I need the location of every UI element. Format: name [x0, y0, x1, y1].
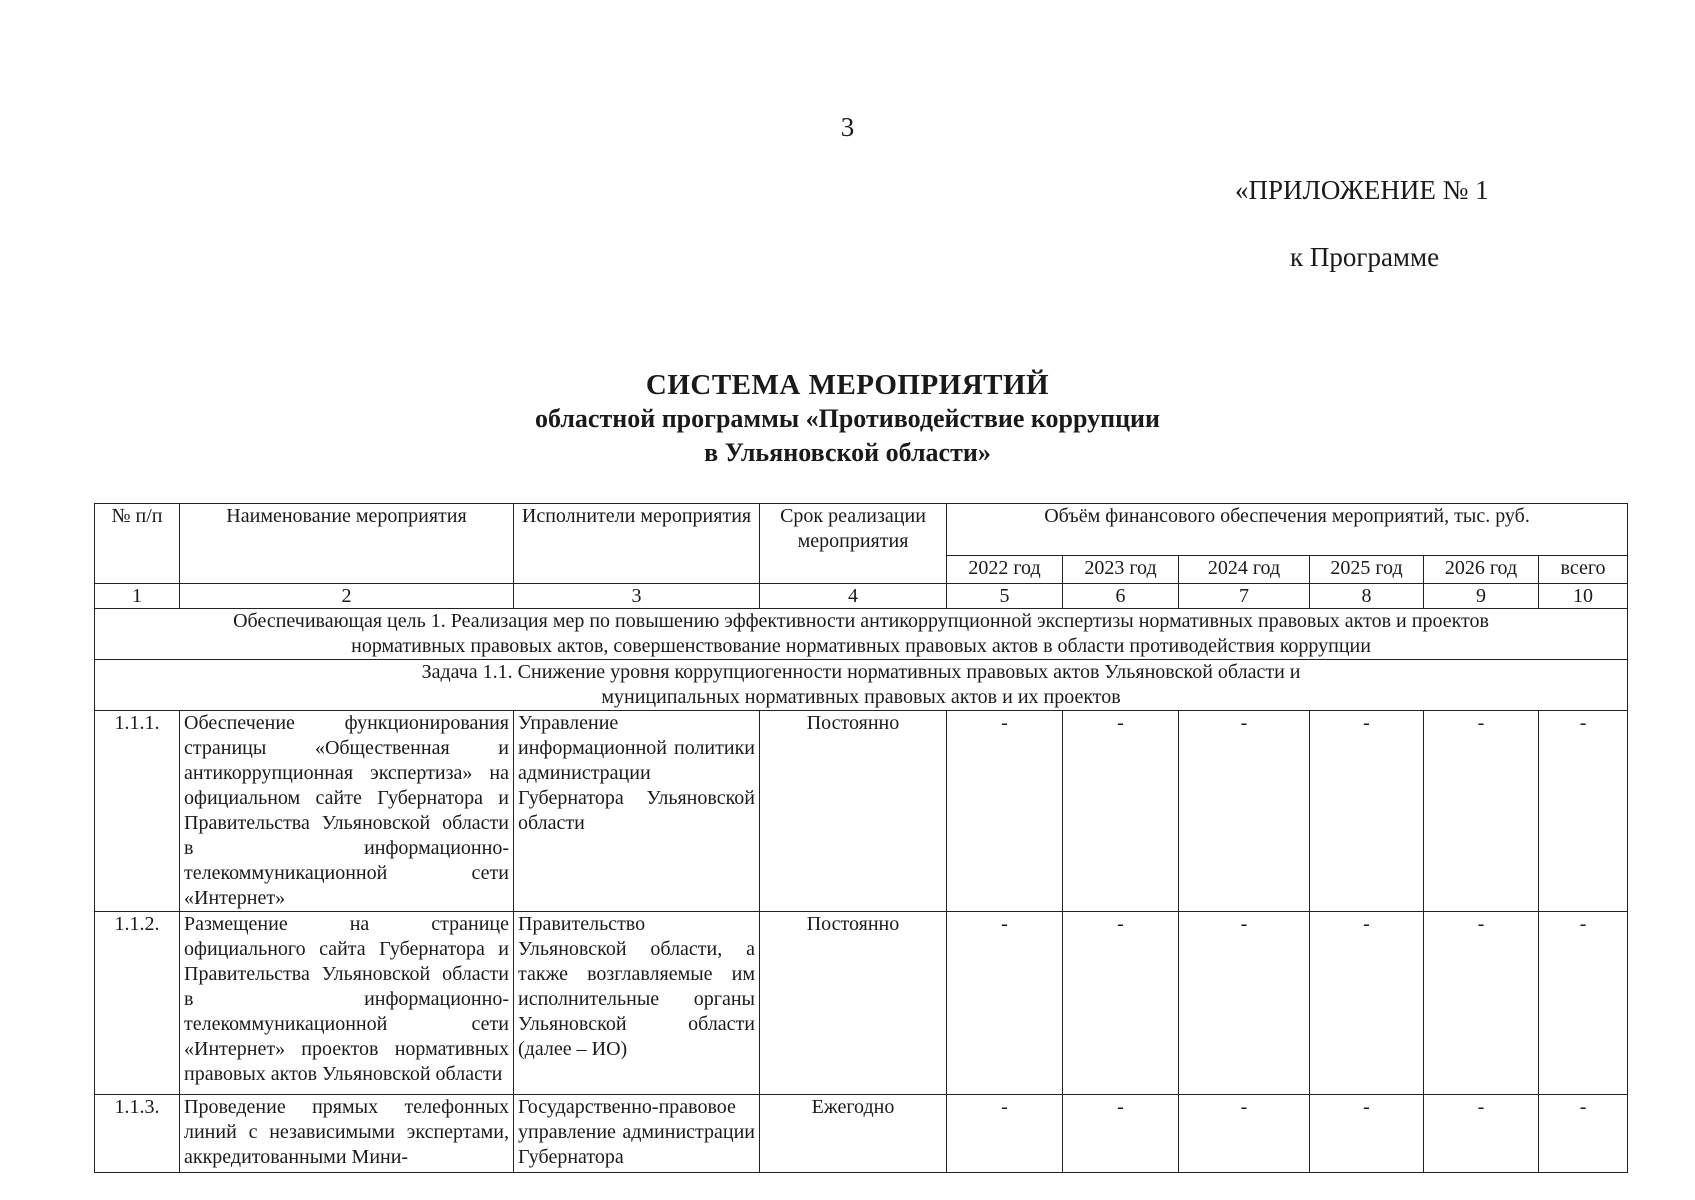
measures-table — [94, 503, 1628, 1173]
title-main: СИСТЕМА МЕРОПРИЯТИЙ — [645, 369, 1050, 401]
header-year-2024: 2024 год — [1179, 556, 1310, 584]
row-term: Постоянно — [760, 711, 947, 912]
column-number: 1 — [95, 584, 180, 609]
row-value-2023: - — [1063, 1095, 1179, 1173]
document-title — [0, 368, 1695, 470]
row-term: Постоянно — [760, 912, 947, 1095]
header-number: № п/п — [95, 504, 180, 584]
header-year-2026: 2026 год — [1424, 556, 1539, 584]
row-value-2025: - — [1310, 711, 1424, 912]
row-name: Размещение на странице официального сайта Губернатора и Правительства Ульяновской области в информационно-телекоммуникационной сети «Интернет» проектов нормативных правовых актов Ульяновской области — [180, 912, 514, 1095]
appendix-title: «ПРИЛОЖЕНИЕ № 1 — [1235, 175, 1489, 205]
column-number: 6 — [1063, 584, 1179, 609]
row-value-2023: - — [1063, 912, 1179, 1095]
title-line-2: областной программы «Противодействие коррупции — [534, 404, 1161, 433]
row-value-2024: - — [1179, 1095, 1310, 1173]
header-name: Наименование мероприятия — [180, 504, 514, 584]
column-number: 9 — [1424, 584, 1539, 609]
row-name: Обеспечение функционирования страницы «Общественная и антикоррупционная экспертиза» на официальном сайте Губернатора и Правительства Ульяновской области в информационно-телекоммуникационной сети «Интернет» — [180, 711, 514, 912]
header-total: всего — [1539, 556, 1628, 584]
header-year-2023: 2023 год — [1063, 556, 1179, 584]
row-value-2022: - — [947, 711, 1063, 912]
row-term: Ежегодно — [760, 1095, 947, 1173]
row-number: 1.1.3. — [95, 1095, 180, 1173]
row-value-2026: - — [1424, 711, 1539, 912]
title-line-3: в Ульяновской области» — [704, 438, 991, 467]
task-text: Задача 1.1. Снижение уровня коррупциогенности нормативных правовых актов Ульяновской области и муниципальных нормативных правовых актов и их проектов — [95, 660, 1628, 711]
header-term: Срок реализации мероприятия — [760, 504, 947, 584]
header-year-2025: 2025 год — [1310, 556, 1424, 584]
row-executor: Правительство Ульяновской области, а также возглавляемые им исполнительные органы Ульяновской области (далее – ИО) — [514, 912, 760, 1095]
row-value-2024: - — [1179, 711, 1310, 912]
row-value-2026: - — [1424, 1095, 1539, 1173]
header-funding: Объём финансового обеспечения мероприятий, тыс. руб. — [947, 504, 1628, 556]
row-name: Проведение прямых телефонных линий с независимыми экспертами, аккредитованными Мини- — [180, 1095, 514, 1173]
row-value-2022: - — [947, 912, 1063, 1095]
row-value-2026: - — [1424, 912, 1539, 1095]
column-number: 2 — [180, 584, 514, 609]
row-number: 1.1.2. — [95, 912, 180, 1095]
row-value-2024: - — [1179, 912, 1310, 1095]
column-number: 8 — [1310, 584, 1424, 609]
column-number: 10 — [1539, 584, 1628, 609]
row-value-2022: - — [947, 1095, 1063, 1173]
column-number: 7 — [1179, 584, 1310, 609]
row-value-total: - — [1539, 711, 1628, 912]
appendix-subtitle: к Программе — [1290, 242, 1440, 272]
column-number: 5 — [947, 584, 1063, 609]
column-numbers-row — [95, 584, 1628, 609]
table-row — [95, 912, 1628, 1095]
header-year-2022: 2022 год — [947, 556, 1063, 584]
row-number: 1.1.1. — [95, 711, 180, 912]
column-number: 3 — [514, 584, 760, 609]
row-value-2025: - — [1310, 912, 1424, 1095]
row-value-2025: - — [1310, 1095, 1424, 1173]
header-executors: Исполнители мероприятия — [514, 504, 760, 584]
goal-row — [95, 609, 1628, 660]
row-value-total: - — [1539, 912, 1628, 1095]
table-row — [95, 711, 1628, 912]
row-value-total: - — [1539, 1095, 1628, 1173]
row-executor: Государственно-правовое управление администрации Губернатора — [514, 1095, 760, 1173]
goal-text: Обеспечивающая цель 1. Реализация мер по повышению эффективности антикоррупционной экспертизы нормативных правовых актов и проектов нормативных правовых актов, совершенствование нормативных правовых актов в области противодействия коррупции — [95, 609, 1628, 660]
column-number: 4 — [760, 584, 947, 609]
table-row — [95, 1095, 1628, 1173]
row-value-2023: - — [1063, 711, 1179, 912]
row-executor: Управление информационной политики администрации Губернатора Ульяновской области — [514, 711, 760, 912]
task-row — [95, 660, 1628, 711]
page-number: 3 — [840, 112, 855, 142]
